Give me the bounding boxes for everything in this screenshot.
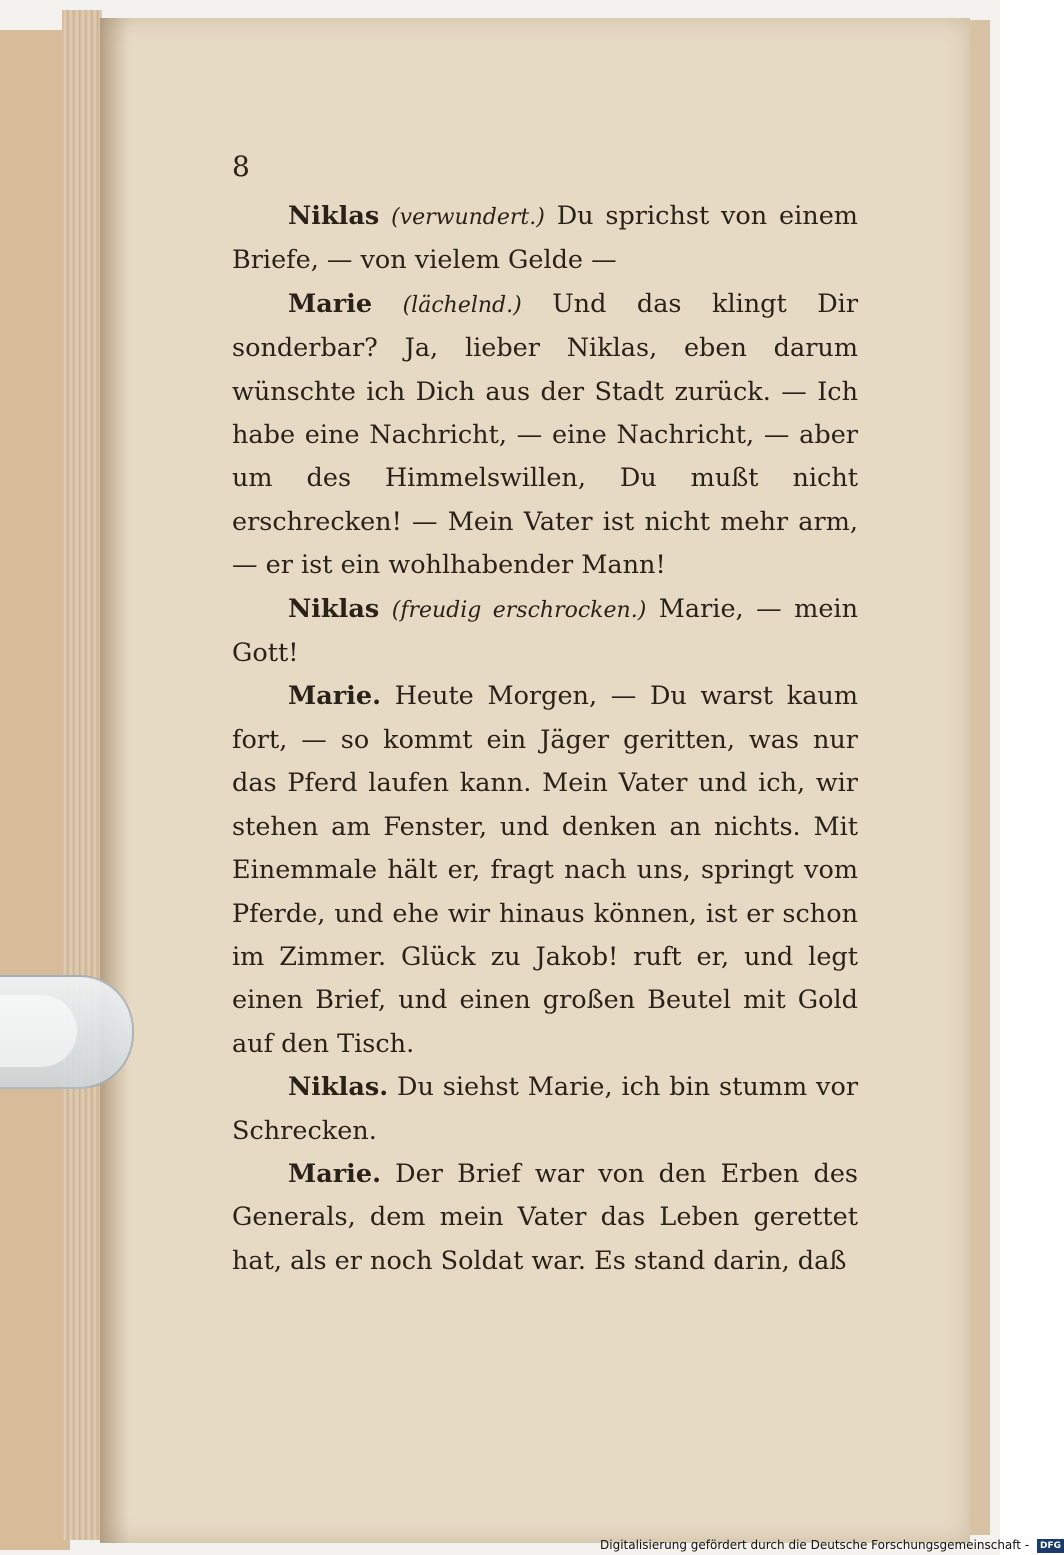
paragraph-text: Heute Morgen, — Du warst kaum fort, — so kommt ein Jäger geritten, was nur das Pferd laufen kann. Mein Vater und ich, wir stehen am Fenster, und denken an nichts. Mit Einemmale hält er, fragt nach uns, springt vom Pferde, und ehe wir hinaus können, ist er schon im Zimmer. Glück zu Jakob! ruft er, und legt einen Brief, und einen großen Beutel mit Gold auf den Tisch. (232, 681, 858, 1059)
stage-direction: (lächelnd.) (402, 292, 522, 318)
paragraph (232, 588, 858, 676)
speaker-name: Niklas (288, 593, 380, 624)
digitization-footer (600, 1535, 1061, 1555)
footer-text: Digitalisierung gefördert durch die Deutsche Forschungsgemeinschaft - (600, 1538, 1030, 1552)
paragraph (232, 283, 858, 588)
dfg-logo: DFG (1037, 1539, 1064, 1553)
clip-highlight (0, 995, 77, 1067)
paragraph (232, 1066, 858, 1153)
gutter-shadow (100, 18, 130, 1543)
paragraph (232, 675, 858, 1066)
speaker-name: Niklas (288, 201, 380, 231)
paragraph-text: Du siehst Marie, ich bin stumm vor Schrecken. (232, 1072, 859, 1146)
paragraph-text: Und das klingt Dir sonderbar? Ja, lieber Niklas, eben darum wünschte ich Dich aus der Stadt zurück. — Ich habe eine Nachricht, — eine Nachricht, — aber um des Himmelswillen, Du mußt nicht erschrecken! — Mein Vater ist nicht mehr arm, — er ist ein wohlhabender Mann! (232, 288, 859, 581)
stage-direction: (verwundert.) (391, 205, 545, 230)
book-cover-left (0, 30, 70, 1550)
page-holder-clip (0, 975, 134, 1089)
page-number: 8 (232, 150, 250, 183)
page-text (232, 195, 858, 1283)
speaker-name: Marie (288, 288, 373, 319)
speaker-name: Niklas. (288, 1072, 389, 1103)
paragraph (232, 1153, 858, 1283)
page-edges (62, 10, 102, 1540)
paragraph-text: Marie, — mein Gott! (232, 593, 859, 669)
paragraph-text: Der Brief war von den Erben des Generals, dem mein Vater das Leben gerettet hat, als er noch Soldat war. Es stand darin, daß (232, 1158, 858, 1276)
paragraph (232, 195, 858, 283)
paragraph-text: Du sprichst von einem Briefe, — von vielem Gelde — (232, 201, 858, 276)
speaker-name: Marie. (288, 1158, 381, 1189)
stage-direction: (freudig erschrocken.) (391, 597, 647, 623)
speaker-name: Marie. (288, 681, 381, 712)
